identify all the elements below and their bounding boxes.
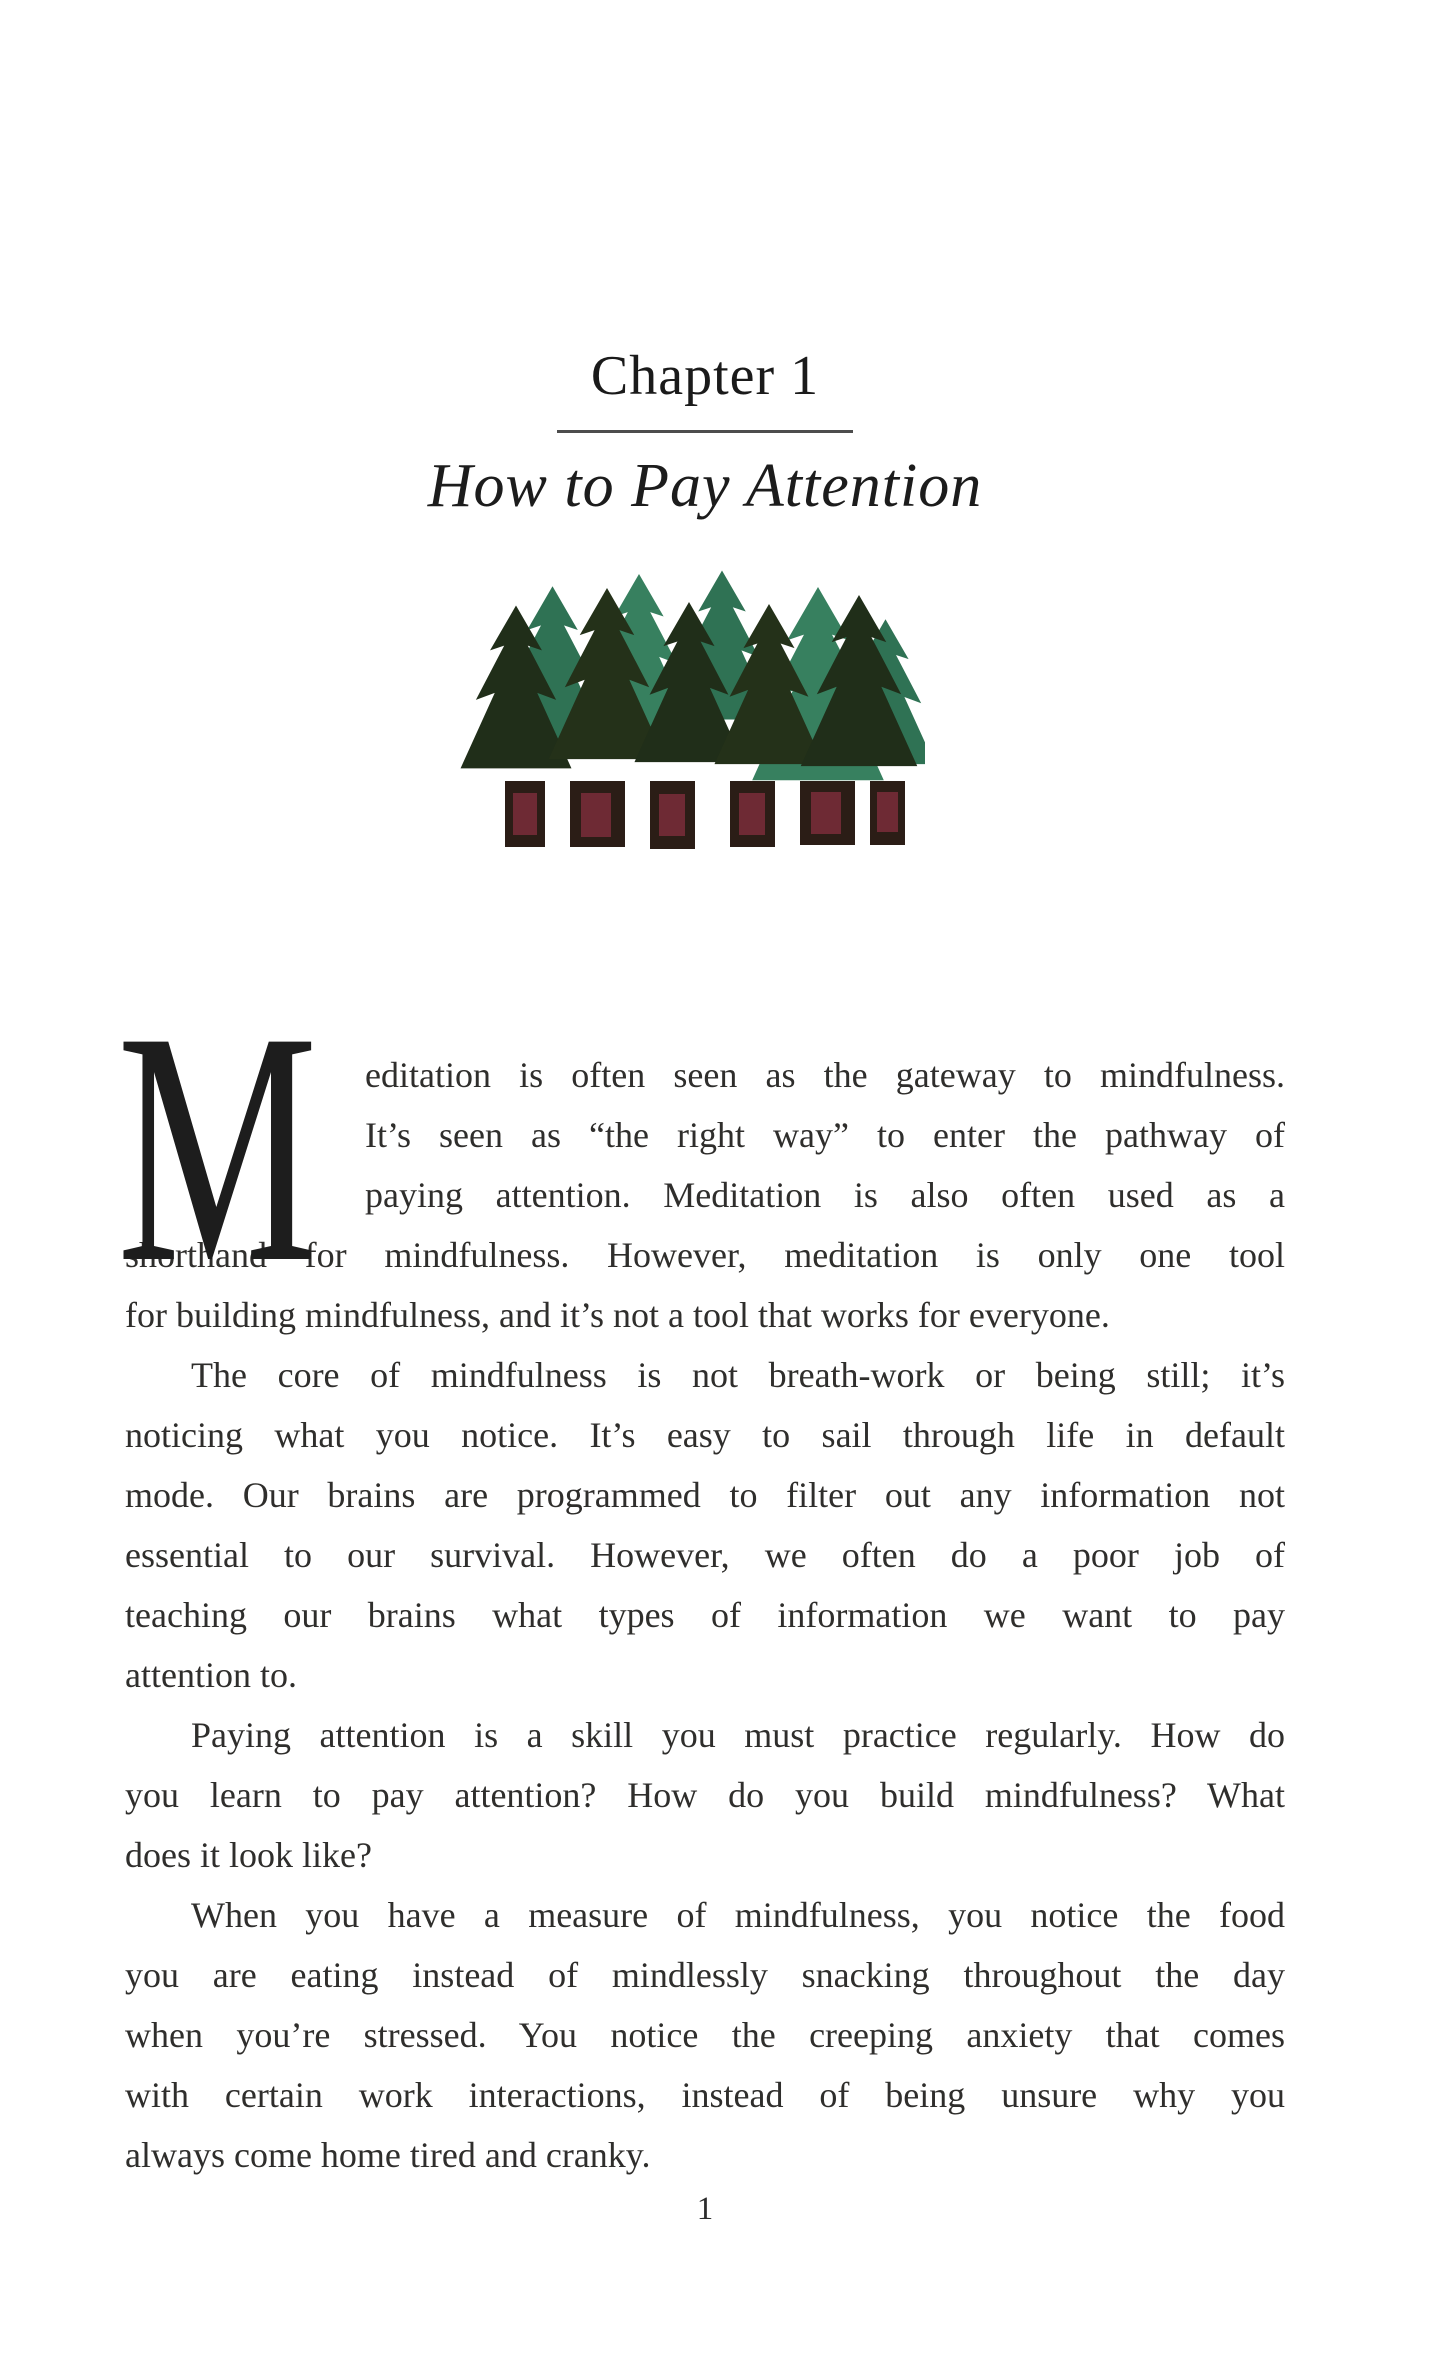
text-line: always come home tired and cranky.	[125, 2135, 651, 2175]
drop-cap: M	[117, 963, 318, 1331]
text-line: Paying attention is a skill you must practice regularly. How do	[191, 1715, 1285, 1755]
paragraph	[125, 1705, 1285, 1885]
text-line: for building mindfulness, and it’s not a tool that works for everyone.	[125, 1295, 1110, 1335]
trunk-icon	[800, 781, 855, 845]
text-line: essential to our survival. However, we often do a poor job of	[125, 1535, 1285, 1575]
text-line: when you’re stressed. You notice the creeping anxiety that comes	[125, 2015, 1285, 2055]
text-line: paying attention. Meditation is also often used as a	[365, 1175, 1285, 1215]
text-line: When you have a measure of mindfulness, you notice the food	[191, 1895, 1285, 1935]
paragraph	[125, 1885, 1285, 2185]
text-line: noticing what you notice. It’s easy to sail through life in default	[125, 1415, 1285, 1455]
text-line: attention to.	[125, 1655, 297, 1695]
text-line: shorthand for mindfulness. However, meditation is only one tool	[125, 1235, 1285, 1275]
forest-illustration	[125, 553, 1285, 853]
text-line: mode. Our brains are programmed to filter out any information not	[125, 1475, 1285, 1515]
chapter-title: How to Pay Attention	[427, 452, 983, 520]
trunk-icon	[730, 781, 775, 847]
text-line: you are eating instead of mindlessly snacking throughout the day	[125, 1955, 1285, 1995]
text-line: does it look like?	[125, 1835, 372, 1875]
text-line: The core of mindfulness is not breath-work or being still; it’s	[191, 1355, 1285, 1395]
text-line: It’s seen as “the right way” to enter the pathway of	[365, 1115, 1285, 1155]
text-line: editation is often seen as the gateway to mindfulness.	[365, 1055, 1285, 1095]
trunk-icon	[870, 781, 905, 845]
text-line: with certain work interactions, instead of being unsure why you	[125, 2075, 1285, 2115]
dark-trees	[461, 588, 918, 768]
text-line: you learn to pay attention? How do you build mindfulness? What	[125, 1775, 1285, 1815]
body-text	[117, 963, 1285, 2185]
trunk-icon	[505, 781, 545, 847]
chapter-divider	[557, 430, 853, 433]
chapter-label: Chapter 1	[590, 345, 820, 407]
pine-forest-icon	[455, 553, 925, 853]
tree-trunks	[505, 781, 905, 849]
paragraph	[125, 1345, 1285, 1705]
page-number: 1	[696, 2191, 714, 2227]
text-line: teaching our brains what types of information we want to pay	[125, 1595, 1285, 1635]
trunk-icon	[650, 781, 695, 849]
trunk-icon	[570, 781, 625, 847]
